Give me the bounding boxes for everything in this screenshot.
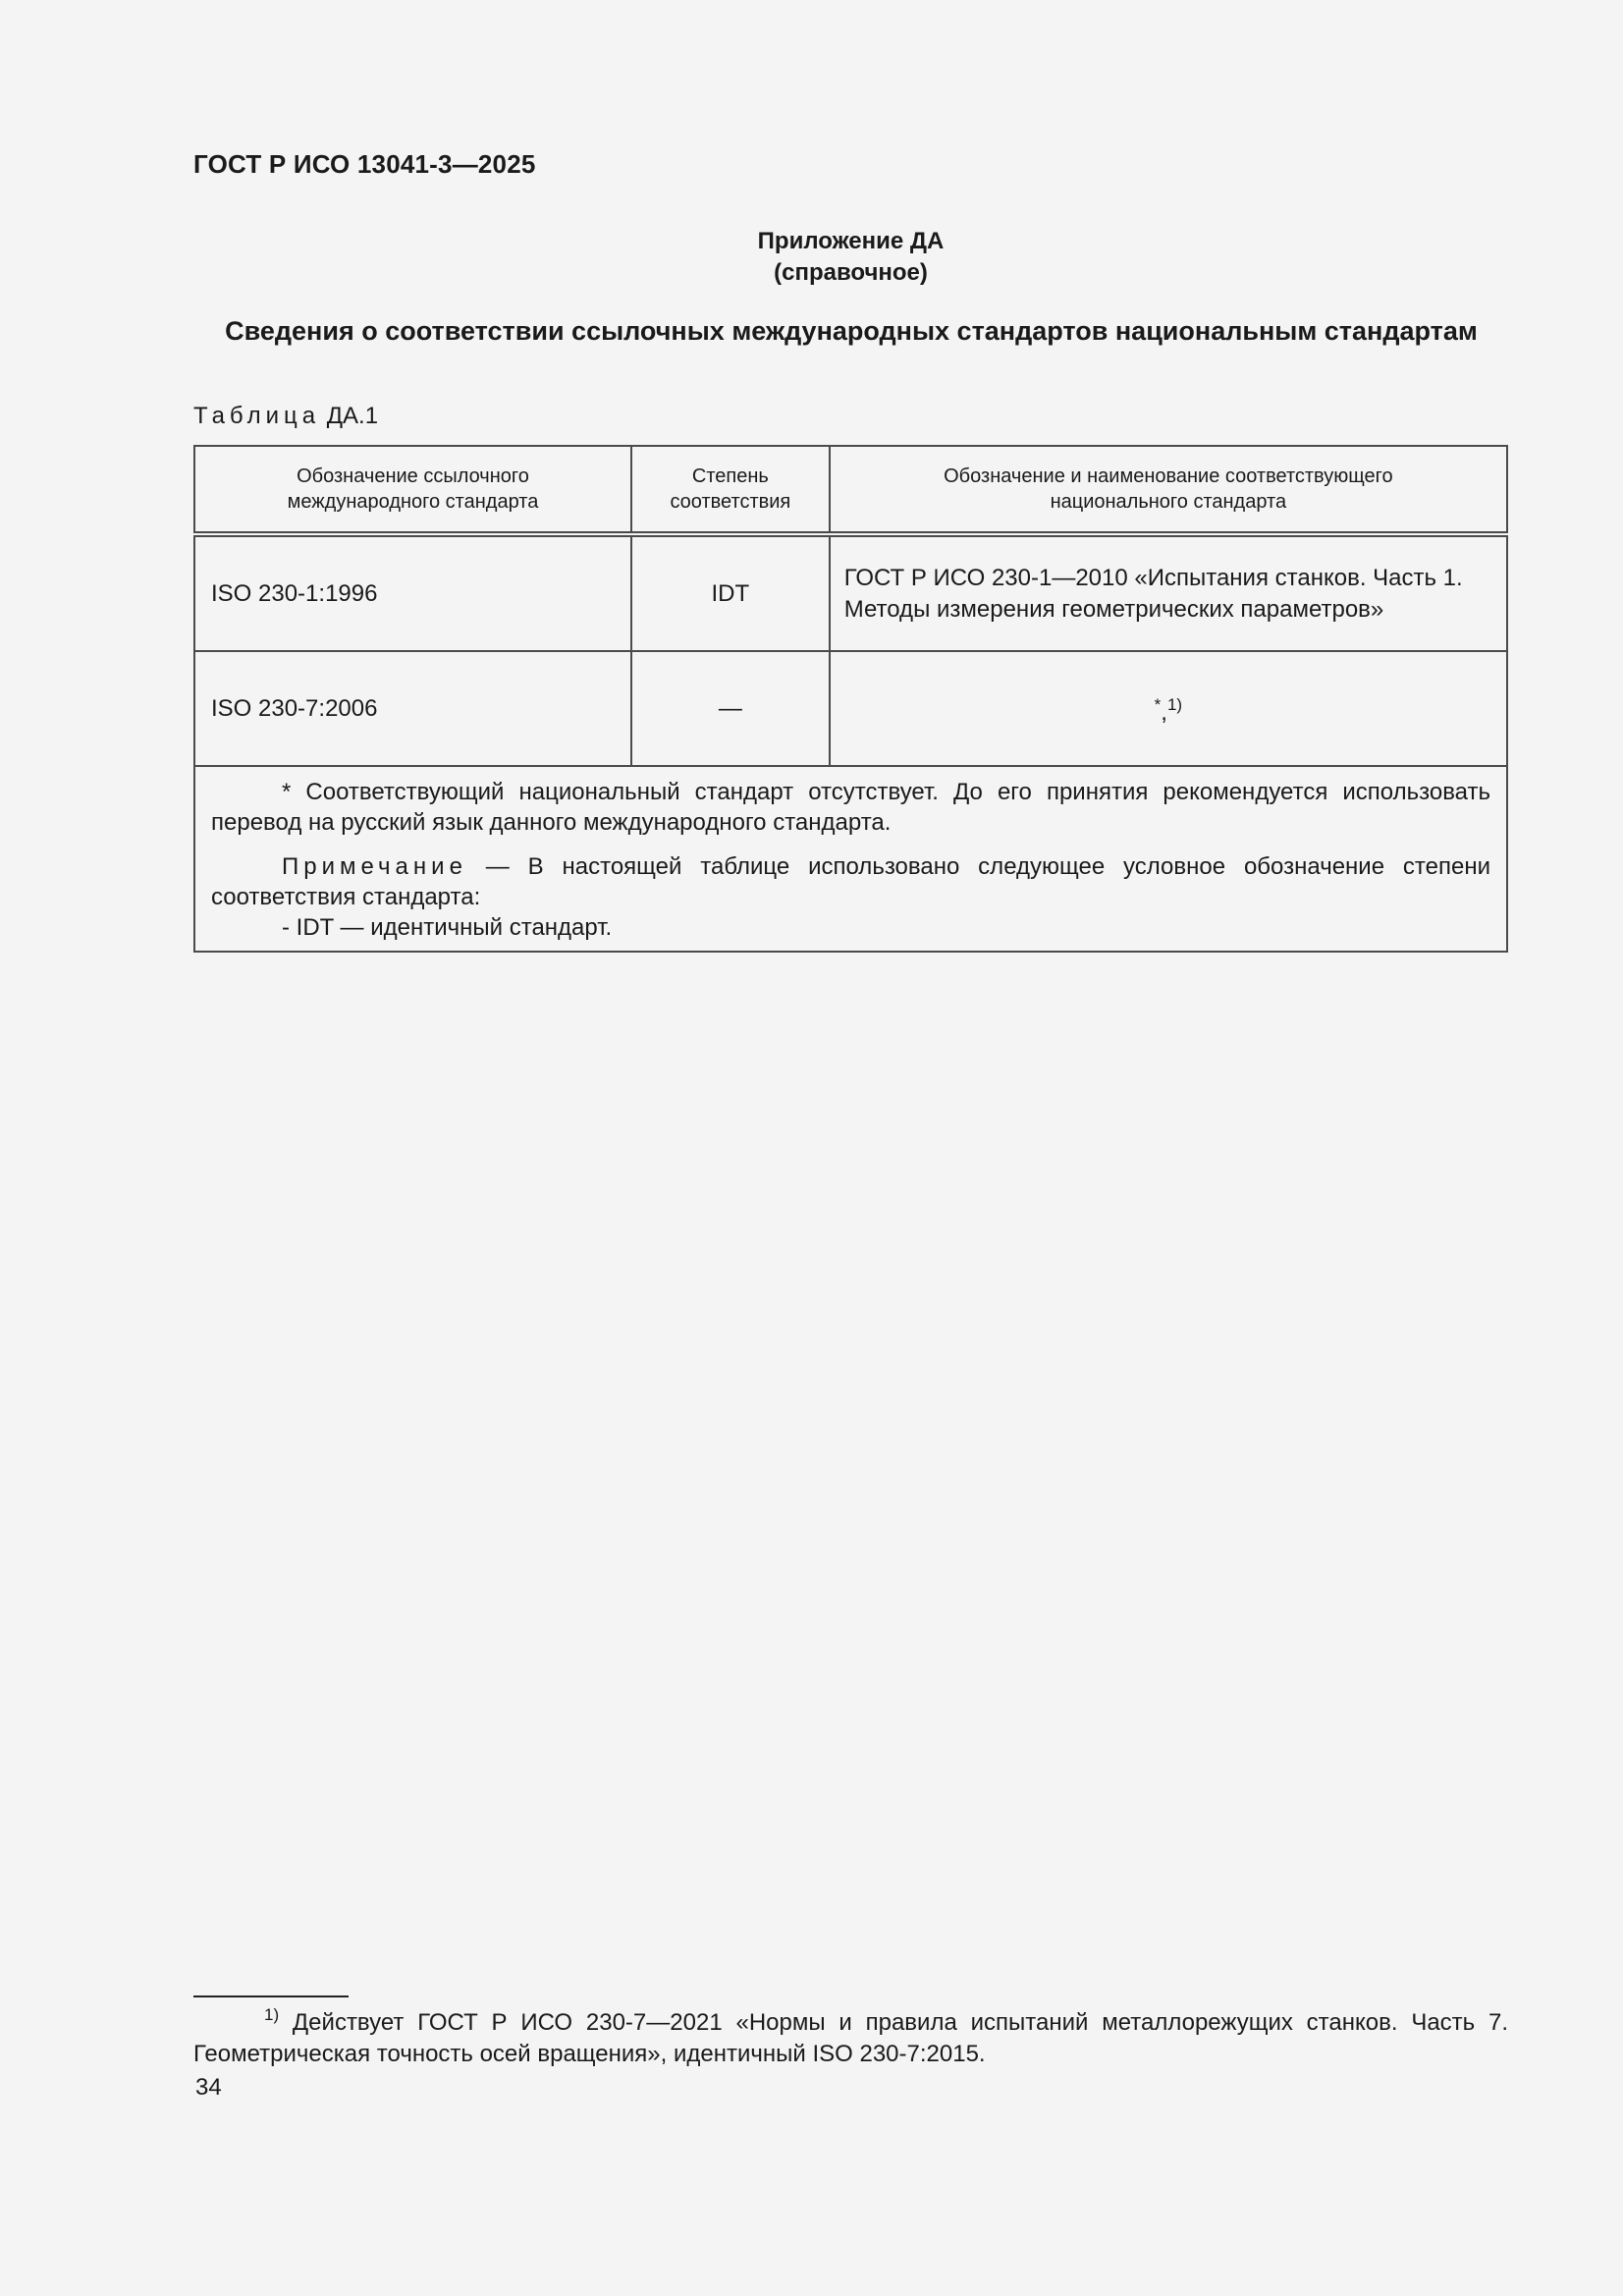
table-notes-row (194, 766, 1507, 952)
header-degree-line2: соответствия (670, 491, 791, 513)
row2-degree: — (631, 651, 830, 766)
note-text: — В настоящей таблице использовано следующее условное обозначение степени соответствия стандарта: (211, 853, 1490, 910)
table-caption-prefix: Таблица (193, 403, 321, 429)
header-designation (194, 446, 631, 534)
footnote-text: Действует ГОСТ Р ИСО 230-7—2021 «Нормы и правила испытаний металлорежущих станков. Часть 7. Геометрическая точность осей вращения», идентичный ISO 230-7:2015. (193, 2009, 1508, 2067)
note-label: Примечание (282, 853, 467, 880)
row1-designation: ISO 230-1:1996 (194, 534, 631, 651)
header-national (830, 446, 1507, 534)
appendix-subtitle: (справочное) (774, 259, 928, 286)
table-notes (194, 766, 1507, 952)
star-footnote: * Соответствующий национальный стандарт отсутствует. До его принятия рекомендуется использовать перевод на русский язык данного международного стандарта. (211, 779, 1490, 836)
note-list-item: - IDT — идентичный стандарт. (282, 914, 613, 941)
table-row (194, 534, 1507, 651)
page-footnote (193, 1999, 1508, 2070)
row2-national-footnote-ref: 1) (1166, 694, 1183, 714)
header-national-line1: Обозначение и наименование соответствующего (944, 465, 1393, 487)
header-degree (631, 446, 830, 534)
row1-degree: IDT (631, 534, 830, 651)
row2-national (830, 651, 1507, 766)
table-note (211, 851, 1490, 912)
row1-national: ГОСТ Р ИСО 230-1—2010 «Испытания станков. Часть 1. Методы измерения геометрических параметров» (830, 534, 1507, 651)
table-header-row (194, 446, 1507, 534)
header-national-line2: национального стандарта (1050, 491, 1287, 513)
appendix-heading (0, 226, 1623, 289)
document-header: ГОСТ Р ИСО 13041-3—2025 (193, 149, 536, 179)
footnote-mark: 1) (264, 2005, 280, 2024)
table-caption-number: ДА.1 (326, 403, 379, 429)
footnote-divider (193, 1995, 349, 1997)
table-row (194, 651, 1507, 766)
row2-national-comma: , (1161, 698, 1167, 726)
section-title: Сведения о соответствии ссылочных международных стандартов национальным стандартам (225, 316, 1478, 346)
row2-national-mark: * (1154, 694, 1162, 714)
row2-designation: ISO 230-7:2006 (194, 651, 631, 766)
header-designation-line1: Обозначение ссылочного (297, 465, 529, 487)
header-designation-line2: международного стандарта (287, 491, 539, 513)
appendix-title: Приложение ДА (757, 228, 945, 254)
page-number: 34 (195, 2074, 222, 2101)
standards-table (193, 445, 1508, 953)
table-caption (193, 403, 378, 430)
header-degree-line1: Степень (691, 465, 769, 487)
